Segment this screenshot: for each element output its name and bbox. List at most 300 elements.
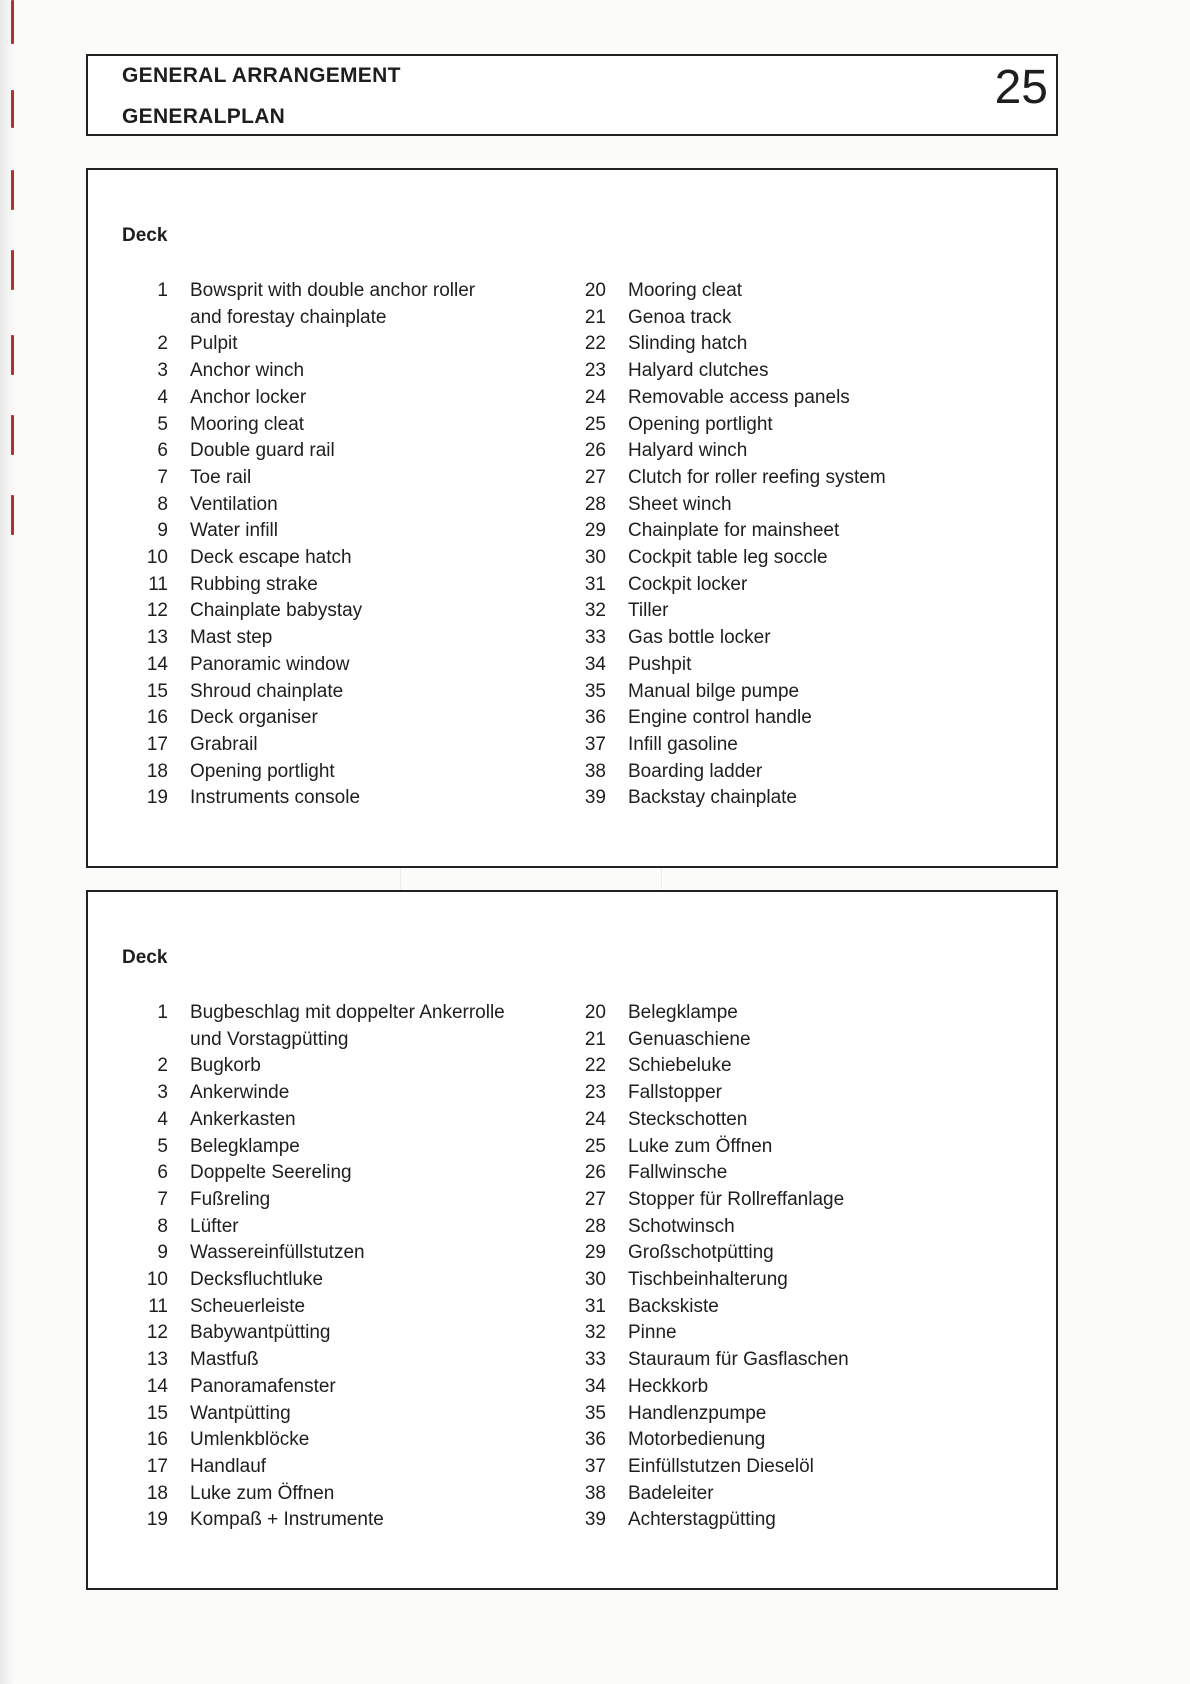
- item-label: [190, 1320, 331, 1347]
- list-column-left: [128, 1000, 505, 1534]
- list-item: [566, 1427, 849, 1454]
- item-label-text: Opening portlight: [190, 760, 335, 782]
- item-number: 26: [584, 1162, 606, 1184]
- list-item: [566, 625, 886, 652]
- item-label: [190, 1053, 261, 1080]
- item-label: [628, 652, 691, 679]
- item-label: [190, 385, 306, 412]
- item-label: [190, 1107, 296, 1134]
- item-label-text: Pulpit: [190, 333, 238, 355]
- item-number: 37: [584, 1455, 606, 1477]
- list-item: [566, 545, 886, 572]
- list-item: [128, 1427, 505, 1454]
- item-number: 17: [146, 1455, 168, 1477]
- item-number: 36: [584, 707, 606, 729]
- binding-mark: [11, 335, 14, 375]
- item-number: 7: [157, 466, 168, 488]
- item-label-text: Grabrail: [190, 733, 258, 755]
- list-item: [128, 1107, 505, 1134]
- list-item: [566, 1294, 849, 1321]
- item-label-text: Heckkorb: [628, 1375, 709, 1397]
- item-label-text: Genoa track: [628, 306, 732, 328]
- item-label-text: Ankerwinde: [190, 1082, 290, 1104]
- list-item: [128, 278, 475, 331]
- item-number: 18: [146, 760, 168, 782]
- list-item: [128, 1080, 505, 1107]
- item-label-continuation: und Vorstagpütting: [190, 1028, 349, 1050]
- list-item: [128, 1160, 505, 1187]
- item-label-text: Tischbeinhalterung: [628, 1269, 788, 1291]
- item-label: [190, 278, 475, 331]
- item-label-text: Water infill: [190, 520, 278, 542]
- list-item: [566, 679, 886, 706]
- item-label-text: Pinne: [628, 1322, 677, 1344]
- item-label: [190, 1240, 365, 1267]
- item-label: [628, 1294, 719, 1321]
- list-item: [566, 1053, 849, 1080]
- list-item: [128, 1240, 505, 1267]
- item-label: [628, 305, 732, 332]
- item-label: [190, 1160, 352, 1187]
- list-item: [566, 1107, 849, 1134]
- list-item: [128, 1347, 505, 1374]
- item-number: 15: [146, 680, 168, 702]
- list-item: [566, 1240, 849, 1267]
- page-number: 25: [994, 61, 1048, 114]
- item-label-text: Halyard clutches: [628, 360, 769, 382]
- item-number: 24: [584, 1108, 606, 1130]
- item-number: 20: [584, 1002, 606, 1023]
- item-number: 14: [146, 653, 168, 675]
- item-label: [190, 1214, 239, 1241]
- item-label-text: Opening portlight: [628, 413, 773, 435]
- item-label-text: Stopper für Rollreffanlage: [628, 1188, 845, 1210]
- item-label-text: Wassereinfüllstutzen: [190, 1242, 365, 1264]
- item-label: [628, 1214, 735, 1241]
- item-label-text: Schotwinsch: [628, 1215, 735, 1237]
- item-number: 23: [584, 1082, 606, 1104]
- item-number: 25: [584, 413, 606, 435]
- list-item: [128, 438, 475, 465]
- list-item: [566, 492, 886, 519]
- list-item: [566, 732, 886, 759]
- item-number: 22: [584, 333, 606, 355]
- item-label-text: Mooring cleat: [628, 280, 743, 301]
- item-number: 20: [584, 280, 606, 301]
- item-label-text: Einfüllstutzen Dieselöl: [628, 1455, 814, 1477]
- item-label: [190, 1134, 300, 1161]
- item-label-text: Steckschotten: [628, 1108, 748, 1130]
- list-item: [128, 625, 475, 652]
- list-item: [128, 732, 475, 759]
- item-number: 22: [584, 1055, 606, 1077]
- item-label: [628, 625, 771, 652]
- item-label-text: Pushpit: [628, 653, 692, 675]
- list-item: [128, 1454, 505, 1481]
- binding-mark: [11, 0, 14, 44]
- item-label: [190, 1294, 305, 1321]
- item-label: [190, 412, 304, 439]
- item-label: [628, 1401, 766, 1428]
- item-label-text: Umlenkblöcke: [190, 1429, 310, 1451]
- item-number: 9: [157, 1242, 168, 1264]
- item-number: 6: [157, 440, 168, 462]
- item-number: 4: [157, 386, 168, 408]
- item-number: 32: [584, 600, 606, 622]
- item-label-text: Wantpütting: [190, 1402, 291, 1424]
- item-label-text: Decksfluchtluke: [190, 1269, 324, 1291]
- item-number: 34: [584, 1375, 606, 1397]
- item-label: [190, 1507, 384, 1534]
- page-header: [86, 54, 1058, 136]
- item-label-text: Tiller: [628, 600, 669, 622]
- item-number: 29: [584, 520, 606, 542]
- list-item: [566, 705, 886, 732]
- item-label-text: Badeleiter: [628, 1482, 714, 1504]
- item-number: 11: [148, 1295, 168, 1317]
- item-label-text: Chainplate babystay: [190, 600, 363, 622]
- item-label: [628, 732, 738, 759]
- item-number: 39: [584, 787, 606, 809]
- item-number: 17: [146, 733, 168, 755]
- item-label-text: Stauraum für Gasflaschen: [628, 1349, 849, 1371]
- item-label-text: Achterstagpütting: [628, 1509, 776, 1531]
- item-number: 8: [157, 1215, 168, 1237]
- list-item: [566, 518, 886, 545]
- item-number: 18: [146, 1482, 168, 1504]
- item-label: [190, 331, 238, 358]
- item-number: 3: [157, 360, 168, 382]
- list-item: [566, 358, 886, 385]
- item-label: [628, 331, 747, 358]
- item-number: 16: [146, 1429, 168, 1451]
- item-label-text: Removable access panels: [628, 386, 850, 408]
- item-number: 13: [146, 627, 168, 649]
- item-label: [190, 465, 251, 492]
- item-label: [190, 492, 278, 519]
- list-item: [128, 705, 475, 732]
- item-number: 8: [157, 493, 168, 515]
- item-label: [190, 679, 343, 706]
- item-label: [190, 1347, 259, 1374]
- item-label: [628, 1427, 765, 1454]
- list-item: [128, 1294, 505, 1321]
- item-number: 23: [584, 360, 606, 382]
- list-item: [566, 1374, 849, 1401]
- item-label-text: Panoramafenster: [190, 1375, 336, 1397]
- list-item: [128, 465, 475, 492]
- list-column-left: [128, 278, 475, 812]
- item-number: 2: [157, 1055, 168, 1077]
- item-label-text: Fallstopper: [628, 1082, 722, 1104]
- item-number: 39: [584, 1509, 606, 1531]
- item-label: [628, 572, 747, 599]
- list-item: [128, 1000, 505, 1053]
- deck-list-german: [86, 890, 1058, 1590]
- item-label: [628, 1267, 788, 1294]
- list-item: [128, 759, 475, 786]
- item-number: 3: [157, 1082, 168, 1104]
- item-label: [190, 1000, 505, 1053]
- item-label: [190, 1401, 291, 1428]
- list-item: [566, 1214, 849, 1241]
- item-number: 10: [146, 1269, 168, 1291]
- item-label: [628, 679, 799, 706]
- item-number: 24: [584, 386, 606, 408]
- item-label: [628, 438, 747, 465]
- list-item: [566, 1347, 849, 1374]
- list-item: [128, 518, 475, 545]
- item-label: [628, 1107, 747, 1134]
- item-label: [628, 358, 768, 385]
- list-item: [128, 1267, 505, 1294]
- list-item: [128, 1401, 505, 1428]
- item-label-text: Ventilation: [190, 493, 278, 515]
- list-item: [128, 679, 475, 706]
- item-number: 19: [146, 1509, 168, 1531]
- item-label: [628, 465, 886, 492]
- list-item: [128, 412, 475, 439]
- item-number: 6: [157, 1162, 168, 1184]
- list-item: [128, 1507, 505, 1534]
- item-label: [190, 358, 304, 385]
- item-number: 38: [584, 1482, 606, 1504]
- list-item: [128, 785, 475, 812]
- item-number: 32: [584, 1322, 606, 1344]
- list-item: [128, 1134, 505, 1161]
- item-label-text: Engine control handle: [628, 707, 812, 729]
- item-number: 26: [584, 440, 606, 462]
- item-label-text: Großschotpütting: [628, 1242, 774, 1264]
- item-label: [628, 545, 828, 572]
- list-item: [566, 1027, 849, 1054]
- item-number: 7: [157, 1188, 168, 1210]
- item-number: 5: [157, 1135, 168, 1157]
- item-label-text: Luke zum Öffnen: [628, 1135, 773, 1157]
- list-item: [128, 1481, 505, 1508]
- list-item: [566, 1000, 849, 1027]
- item-label-text: Bugkorb: [190, 1055, 261, 1077]
- item-label: [628, 278, 742, 305]
- list-item: [566, 278, 886, 305]
- item-label: [190, 1454, 266, 1481]
- item-label: [628, 1240, 774, 1267]
- item-label: [628, 1454, 814, 1481]
- list-item: [128, 358, 475, 385]
- list-item: [566, 759, 886, 786]
- item-label: [190, 1481, 334, 1508]
- item-label-text: Clutch for roller reefing system: [628, 466, 886, 488]
- item-label: [628, 705, 812, 732]
- list-item: [566, 305, 886, 332]
- item-label: [628, 1507, 776, 1534]
- item-number: 14: [146, 1375, 168, 1397]
- binding-mark: [11, 90, 14, 128]
- item-label: [190, 1374, 336, 1401]
- list-item: [128, 492, 475, 519]
- list-item: [566, 1187, 849, 1214]
- item-label-text: Slinding hatch: [628, 333, 748, 355]
- item-label: [190, 652, 349, 679]
- item-label-text: Mooring cleat: [190, 413, 305, 435]
- list-item: [566, 572, 886, 599]
- item-label-text: Handlenzpumpe: [628, 1402, 767, 1424]
- list-item: [128, 1320, 505, 1347]
- item-label: [628, 1134, 772, 1161]
- item-label-text: Ankerkasten: [190, 1108, 296, 1130]
- item-number: 27: [584, 466, 606, 488]
- item-number: 12: [146, 1322, 168, 1344]
- item-number: 25: [584, 1135, 606, 1157]
- item-number: 30: [584, 547, 606, 569]
- item-label: [190, 572, 318, 599]
- item-number: 2: [157, 333, 168, 355]
- deck-list-english: [86, 168, 1058, 868]
- item-number: 13: [146, 1349, 168, 1371]
- item-label: [628, 1187, 844, 1214]
- item-label-text: Motorbedienung: [628, 1429, 766, 1451]
- item-label-text: Mast step: [190, 627, 273, 649]
- item-label: [190, 785, 360, 812]
- item-label-text: Anchor locker: [190, 386, 307, 408]
- item-number: 9: [157, 520, 168, 542]
- item-label-text: Anchor winch: [190, 360, 305, 382]
- item-label: [190, 1187, 270, 1214]
- item-label-text: Fußreling: [190, 1188, 271, 1210]
- item-label-text: Boarding ladder: [628, 760, 763, 782]
- item-label-text: Halyard winch: [628, 440, 748, 462]
- list-item: [128, 1214, 505, 1241]
- item-label: [628, 598, 668, 625]
- binding-mark: [11, 250, 14, 290]
- list-item: [128, 331, 475, 358]
- item-label-text: Lüfter: [190, 1215, 239, 1237]
- item-label: [190, 598, 362, 625]
- item-number: 34: [584, 653, 606, 675]
- item-label-text: Bugbeschlag mit doppelter Ankerrolle: [190, 1002, 505, 1023]
- item-label-text: Doppelte Seereling: [190, 1162, 352, 1184]
- item-number: 12: [146, 600, 168, 622]
- item-label-text: Toe rail: [190, 466, 252, 488]
- list-item: [566, 1267, 849, 1294]
- header-title-en: GENERAL ARRANGEMENT: [122, 64, 401, 87]
- item-number: 10: [146, 547, 168, 569]
- item-label-text: Double guard rail: [190, 440, 335, 462]
- item-label: [190, 625, 272, 652]
- item-label: [628, 1481, 714, 1508]
- list-item: [128, 545, 475, 572]
- item-label-text: Cockpit table leg soccle: [628, 547, 828, 569]
- item-label-text: Instruments console: [190, 787, 361, 809]
- list-item: [566, 652, 886, 679]
- item-label: [190, 1427, 309, 1454]
- list-column-right: [566, 278, 886, 812]
- list-item: [566, 1401, 849, 1428]
- item-label-text: Fallwinsche: [628, 1162, 728, 1184]
- item-label: [190, 705, 318, 732]
- list-item: [128, 572, 475, 599]
- list-item: [566, 1134, 849, 1161]
- list-item: [128, 1187, 505, 1214]
- list-item: [128, 598, 475, 625]
- item-label-text: Backstay chainplate: [628, 787, 797, 809]
- item-label-text: Manual bilge pumpe: [628, 680, 800, 702]
- item-label: [190, 438, 335, 465]
- item-number: 1: [157, 1002, 168, 1023]
- list-item: [128, 652, 475, 679]
- item-label-text: Chainplate for mainsheet: [628, 520, 840, 542]
- item-label-text: Infill gasoline: [628, 733, 738, 755]
- item-number: 28: [584, 1215, 606, 1237]
- item-number: 21: [584, 306, 606, 328]
- item-label-text: Cockpit locker: [628, 573, 748, 595]
- item-number: 37: [584, 733, 606, 755]
- item-label: [628, 1374, 708, 1401]
- item-label-text: Mastfuß: [190, 1349, 259, 1371]
- item-label-text: Backskiste: [628, 1295, 719, 1317]
- binding-mark: [11, 495, 14, 535]
- item-label-text: Gas bottle locker: [628, 627, 771, 649]
- list-item: [566, 385, 886, 412]
- list-column-right: [566, 1000, 849, 1534]
- item-number: 31: [584, 573, 606, 595]
- item-number: 5: [157, 413, 168, 435]
- item-label: [190, 1267, 323, 1294]
- item-label: [628, 492, 732, 519]
- item-label-text: Sheet winch: [628, 493, 732, 515]
- item-number: 35: [584, 1402, 606, 1424]
- binding-mark: [11, 170, 14, 210]
- item-label: [628, 1053, 732, 1080]
- list-item: [566, 598, 886, 625]
- item-number: 31: [584, 1295, 606, 1317]
- item-label-text: Kompaß + Instrumente: [190, 1509, 384, 1531]
- item-number: 38: [584, 760, 606, 782]
- item-label-text: Babywantpütting: [190, 1322, 331, 1344]
- item-label-text: Belegklampe: [190, 1135, 300, 1157]
- item-label: [628, 1320, 677, 1347]
- item-label: [628, 785, 797, 812]
- item-label-continuation: and forestay chainplate: [190, 306, 387, 328]
- item-number: 27: [584, 1188, 606, 1210]
- item-label-text: Scheuerleiste: [190, 1295, 306, 1317]
- item-label-text: Shroud chainplate: [190, 680, 344, 702]
- list-item: [566, 412, 886, 439]
- item-number: 19: [146, 787, 168, 809]
- item-number: 30: [584, 1269, 606, 1291]
- section-title: Deck: [122, 947, 168, 968]
- item-label-text: Luke zum Öffnen: [190, 1482, 335, 1504]
- header-title-de: GENERALPLAN: [122, 105, 286, 128]
- item-label: [628, 1080, 722, 1107]
- item-label: [628, 385, 850, 412]
- item-label-text: Belegklampe: [628, 1002, 738, 1023]
- list-item: [566, 785, 886, 812]
- item-label: [628, 759, 762, 786]
- list-item: [566, 1320, 849, 1347]
- item-label-text: Genuaschiene: [628, 1028, 751, 1050]
- item-label: [190, 545, 352, 572]
- item-number: 29: [584, 1242, 606, 1264]
- item-number: 1: [157, 280, 168, 301]
- item-label: [628, 518, 839, 545]
- item-label: [190, 759, 335, 786]
- item-label: [628, 412, 773, 439]
- list-item: [128, 385, 475, 412]
- list-item: [128, 1374, 505, 1401]
- item-label: [190, 1080, 289, 1107]
- item-label: [628, 1000, 738, 1027]
